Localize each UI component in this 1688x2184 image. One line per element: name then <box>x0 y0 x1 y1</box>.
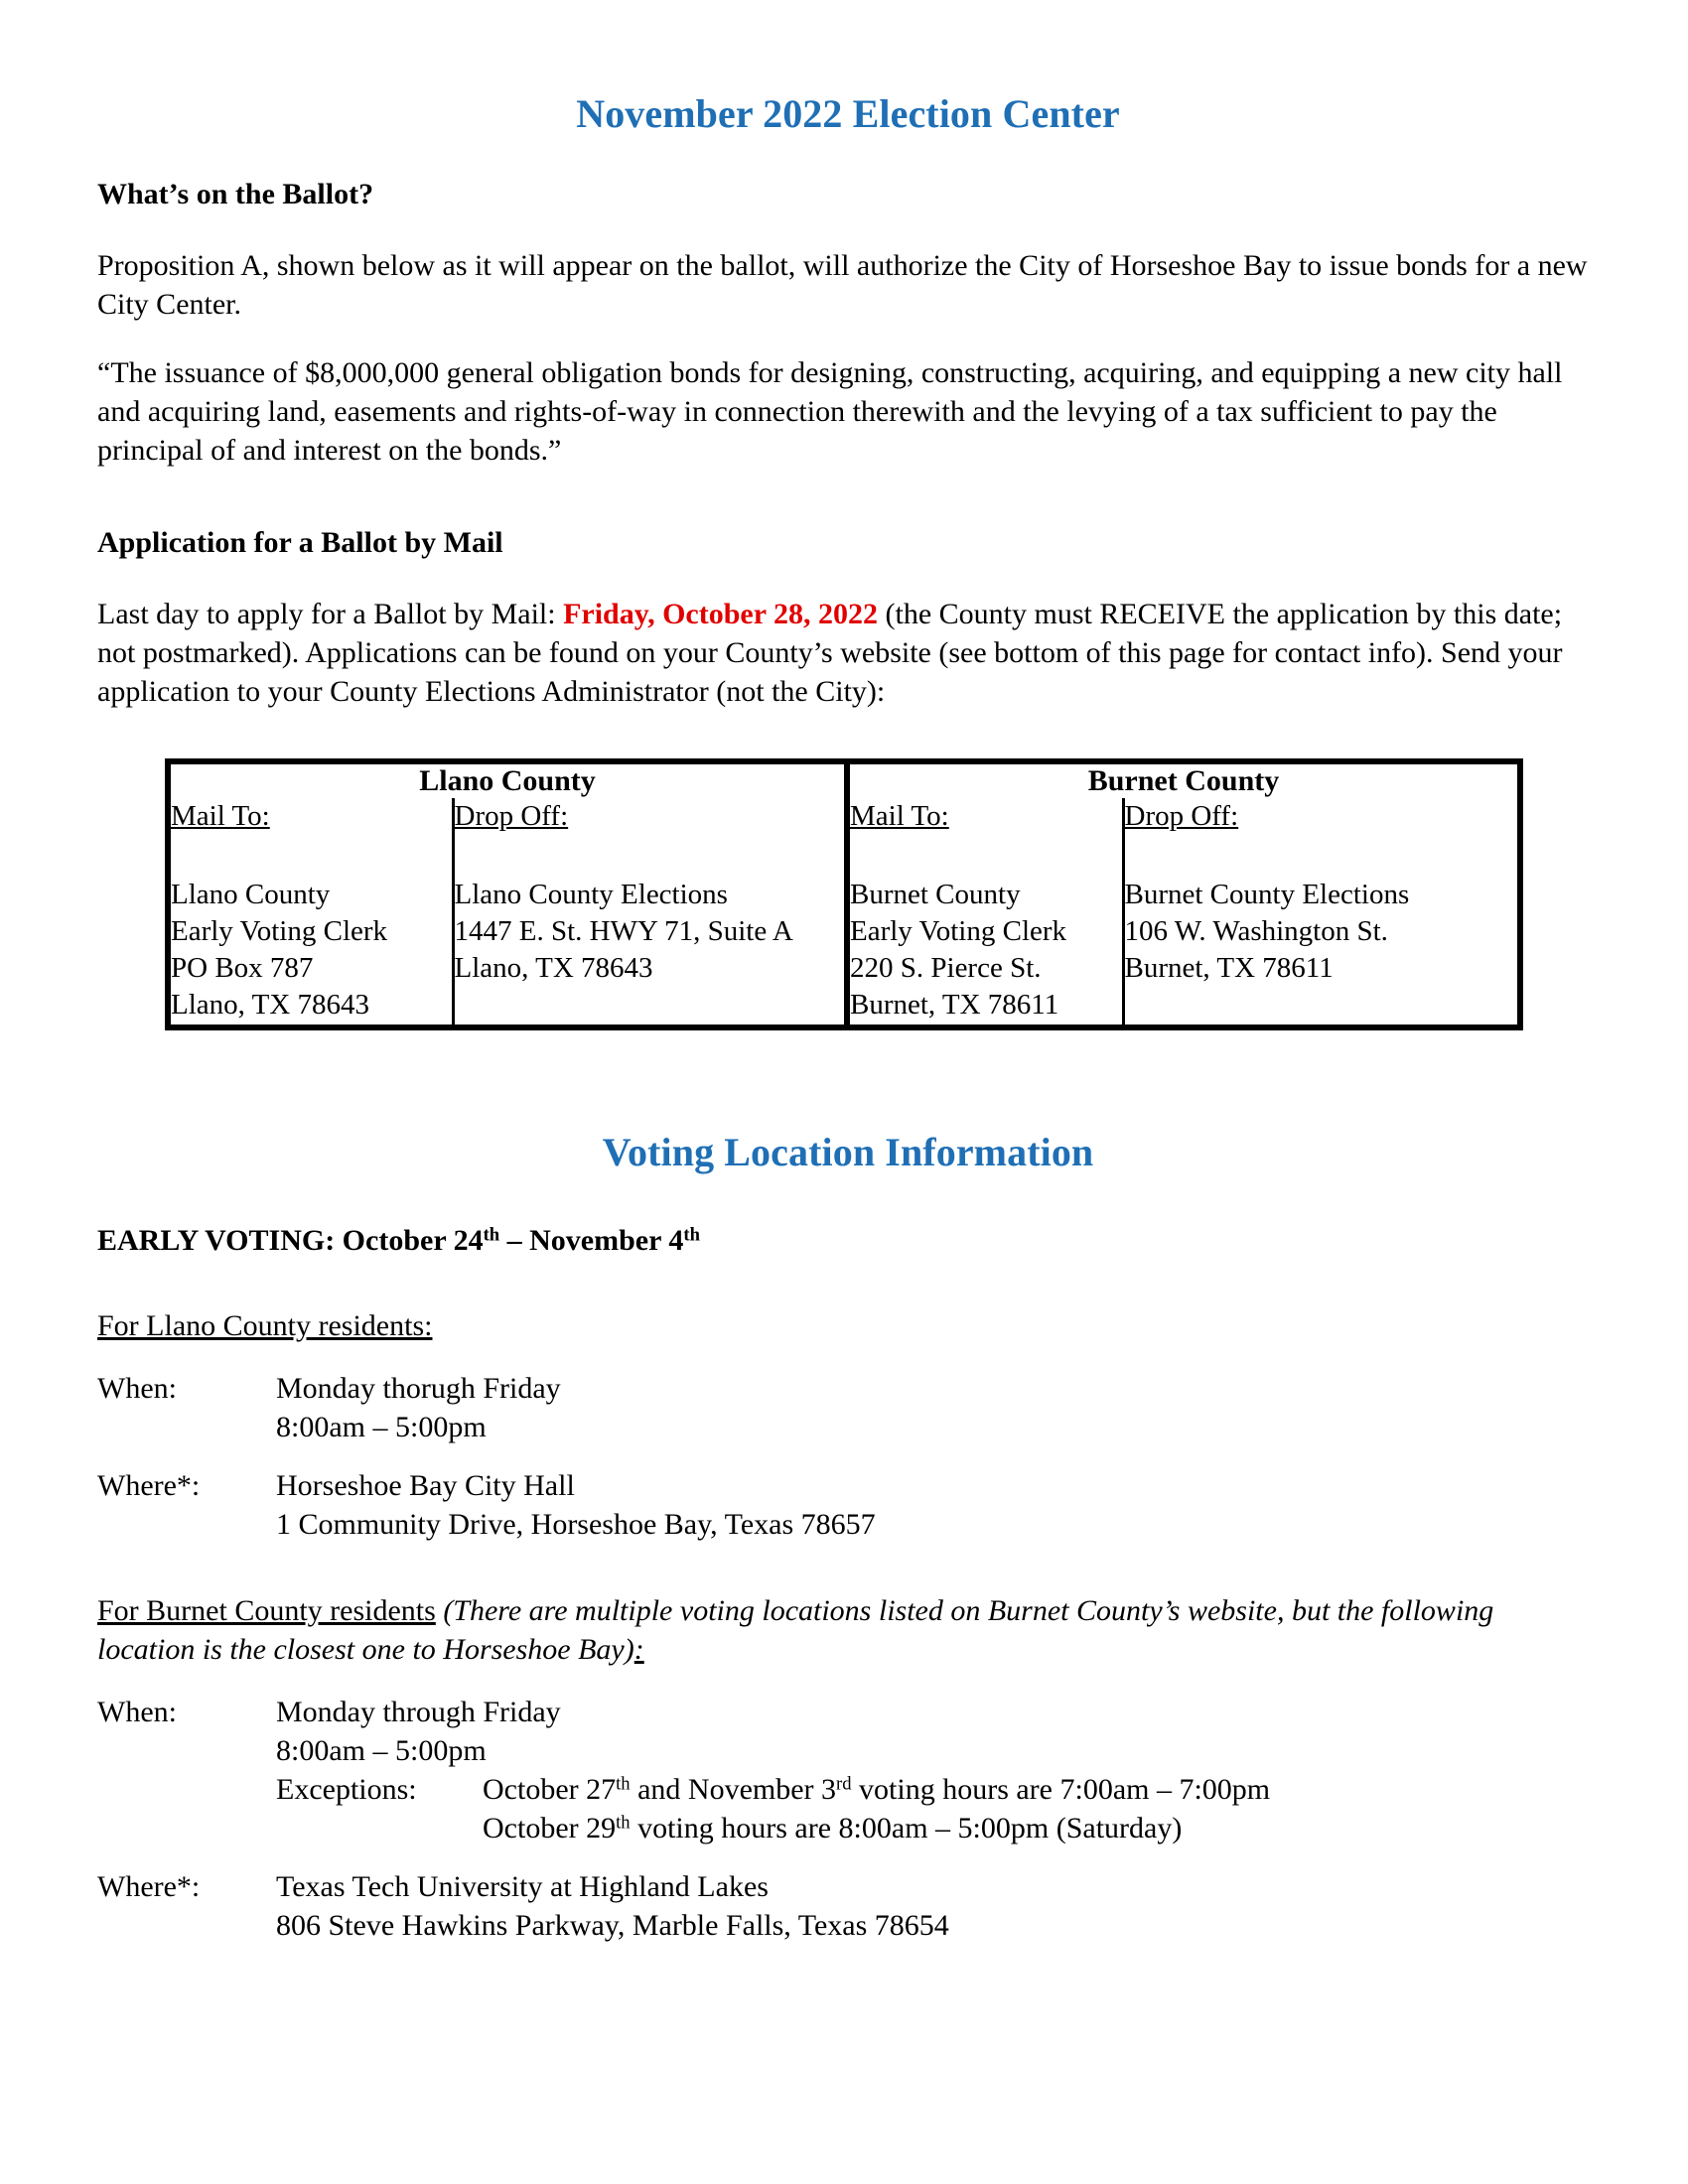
burnet-when-body <box>276 1693 1599 1847</box>
burnet-when-label: When: <box>97 1695 177 1728</box>
llano-where-row <box>97 1466 1599 1544</box>
address-line: Burnet County <box>850 879 1021 911</box>
when-line: 8:00am – 5:00pm <box>276 1733 487 1767</box>
llano-mail-to-label: Mail To: <box>171 800 270 832</box>
burnet-residents-heading <box>97 1591 1599 1669</box>
early-voting-heading <box>97 1223 1599 1259</box>
exception-date: October 29 <box>483 1811 617 1844</box>
address-line: Burnet County Elections <box>1124 879 1410 911</box>
llano-drop-off-label: Drop Off: <box>454 800 569 832</box>
address-line: Llano, TX 78643 <box>454 952 653 985</box>
ballot-by-mail-rest: (the County must RECEIVE the application by this date; not postmarked). Applications can be found on your County’s website (see bottom of this page for contact info). Send your application to your County Elections Administrator (not the City): <box>97 598 1563 708</box>
section-heading-ballot: What’s on the Ballot? <box>97 178 374 210</box>
exception-line <box>483 1770 1599 1809</box>
table-row <box>168 798 1520 1027</box>
llano-residents-label: For Llano County residents: <box>97 1308 433 1342</box>
llano-when-row <box>97 1369 1599 1446</box>
proposition-quote-paragraph: “The issuance of $8,000,000 general obligation bonds for designing, constructing, acquiring, and equipping a new city hall and acquiring land, easements and rights-of-way in connection therewith and the levying of a tax sufficient to pay the principal of and interest on the bonds.” <box>97 356 1563 467</box>
burnet-exceptions-label: Exceptions: <box>276 1772 417 1806</box>
burnet-exceptions-body <box>483 1770 1599 1847</box>
exception-date-2: and November 3 <box>630 1772 837 1806</box>
burnet-residents-note: (There are multiple voting locations listed on Burnet County’s website, but the following location is the closest one to Horseshoe Bay) <box>97 1593 1494 1666</box>
llano-when-body <box>276 1369 1599 1446</box>
page-title: November 2022 Election Center <box>576 91 1120 136</box>
address-line: Llano County Elections <box>454 879 728 911</box>
burnet-when-row <box>97 1693 1599 1847</box>
address-line: PO Box 787 <box>171 952 314 985</box>
section-heading-ballot-by-mail: Application for a Ballot by Mail <box>97 526 503 559</box>
llano-when-label: When: <box>97 1371 177 1405</box>
burnet-where-label: Where*: <box>97 1869 201 1903</box>
ballot-by-mail-deadline: Friday, October 28, 2022 <box>563 598 878 630</box>
when-line: Monday through Friday <box>276 1695 561 1728</box>
burnet-mail-to-cell <box>847 798 1123 1027</box>
burnet-exceptions-row <box>276 1770 1599 1847</box>
when-line: Monday thorugh Friday <box>276 1371 561 1405</box>
early-voting-middle: – November 4 <box>499 1223 684 1257</box>
ordinal-suffix: th <box>683 1224 700 1246</box>
exception-hours: voting hours are 8:00am – 5:00pm (Saturday) <box>630 1811 1183 1844</box>
burnet-where-row <box>97 1867 1599 1945</box>
address-line: Llano County <box>171 879 331 911</box>
llano-mail-to-cell <box>168 798 453 1027</box>
llano-residents-heading <box>97 1306 1599 1345</box>
proposition-intro-paragraph: Proposition A, shown below as it will appear on the ballot, will authorize the City of Horseshoe Bay to issue bonds for a new City Center. <box>97 249 1588 321</box>
voting-location-title: Voting Location Information <box>602 1129 1094 1174</box>
where-line: 1 Community Drive, Horseshoe Bay, Texas 78657 <box>276 1507 876 1541</box>
ballot-by-mail-lead-in: Last day to apply for a Ballot by Mail: <box>97 598 564 630</box>
where-line: Horseshoe Bay City Hall <box>276 1468 575 1502</box>
where-line: 806 Steve Hawkins Parkway, Marble Falls, Texas 78654 <box>276 1908 949 1942</box>
ordinal-suffix: th <box>616 1812 631 1834</box>
address-line: Burnet, TX 78611 <box>850 989 1059 1022</box>
burnet-drop-off-cell <box>1123 798 1520 1027</box>
where-line: Texas Tech University at Highland Lakes <box>276 1869 769 1903</box>
burnet-drop-off-lines <box>1125 877 1518 987</box>
ballot-by-mail-paragraph <box>97 595 1599 711</box>
table-header-row <box>168 761 1520 798</box>
address-line: Llano, TX 78643 <box>171 989 370 1022</box>
address-line: Burnet, TX 78611 <box>1124 952 1334 985</box>
county-header-llano: Llano County <box>168 761 847 798</box>
burnet-residents-note-colon: : <box>633 1632 644 1666</box>
burnet-mail-to-lines <box>850 877 1122 1024</box>
address-line: 106 W. Washington St. <box>1124 915 1388 948</box>
county-contact-table <box>165 758 1523 1030</box>
llano-mail-to-lines <box>171 877 452 1024</box>
ordinal-suffix: rd <box>836 1773 852 1795</box>
address-line: Early Voting Clerk <box>850 915 1067 948</box>
llano-where-label: Where*: <box>97 1468 201 1502</box>
when-line: 8:00am – 5:00pm <box>276 1410 487 1443</box>
exception-line <box>483 1809 1599 1847</box>
burnet-drop-off-label: Drop Off: <box>1124 800 1239 832</box>
address-line: 1447 E. St. HWY 71, Suite A <box>454 915 793 948</box>
llano-where-body <box>276 1466 1599 1544</box>
address-line: Early Voting Clerk <box>171 915 388 948</box>
burnet-mail-to-label: Mail To: <box>850 800 949 832</box>
early-voting-prefix: EARLY VOTING: October 24 <box>97 1223 484 1257</box>
ordinal-suffix: th <box>483 1224 500 1246</box>
ordinal-suffix: th <box>616 1773 631 1795</box>
llano-drop-off-cell <box>453 798 847 1027</box>
llano-drop-off-lines <box>455 877 845 987</box>
burnet-where-body <box>276 1867 1599 1945</box>
exception-date: October 27 <box>483 1772 617 1806</box>
county-header-burnet: Burnet County <box>1087 764 1280 797</box>
exception-hours: voting hours are 7:00am – 7:00pm <box>851 1772 1271 1806</box>
address-line: 220 S. Pierce St. <box>850 952 1042 985</box>
burnet-residents-label: For Burnet County residents <box>97 1593 436 1627</box>
